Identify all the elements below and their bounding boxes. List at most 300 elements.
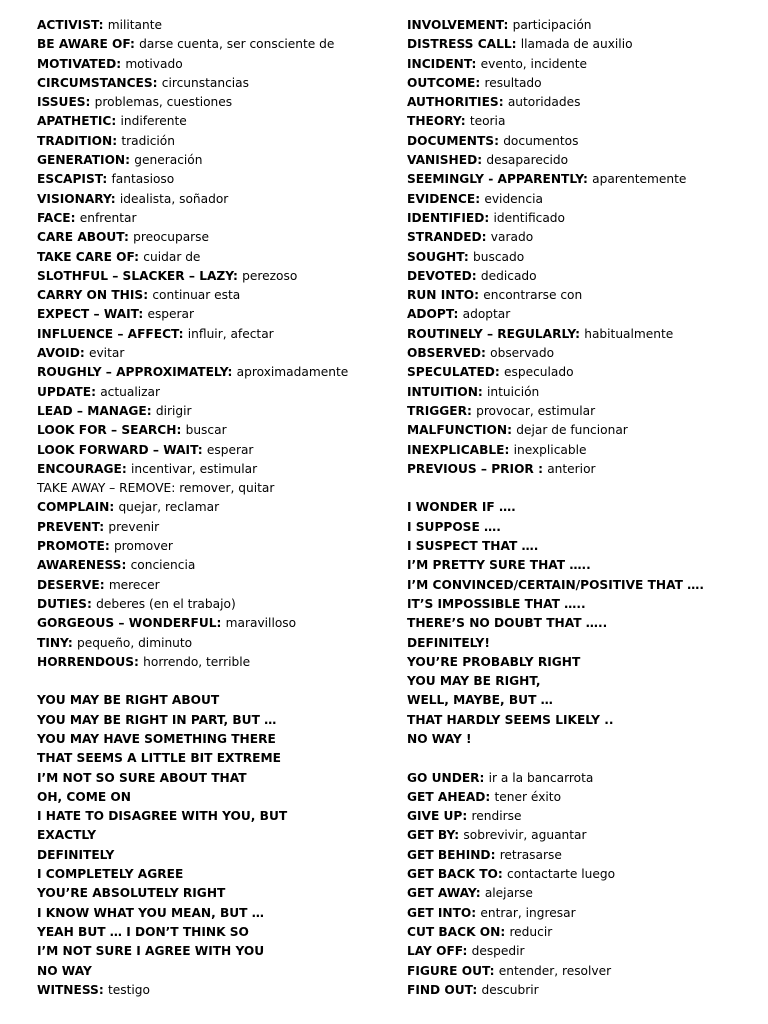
vocab-term: LOOK FOR – SEARCH (37, 423, 177, 438)
vocab-entry-that-seems-a-little-bit-extreme (37, 749, 387, 768)
vocab-entry-exactly (37, 826, 387, 845)
vocab-definition: tener éxito (494, 789, 562, 804)
vocab-entry-prevent (37, 518, 387, 537)
vocab-term: SLOTHFUL – SLACKER – LAZY (37, 268, 234, 283)
term-separator: : (481, 346, 491, 361)
vocab-definition: problemas, cuestiones (94, 95, 233, 110)
vocab-term: TAKE CARE OF (37, 249, 135, 264)
term-separator: : (538, 461, 548, 476)
vocab-term: STRANDED (407, 230, 482, 245)
vocab-term: YOU’RE PROBABLY RIGHT (407, 654, 581, 669)
term-separator: : (497, 867, 508, 882)
vocab-entry-malfunction (407, 421, 757, 440)
vocab-entry-i-hate-to-disagree-with-you-but (37, 807, 387, 826)
vocab-entry-tiny (37, 634, 387, 653)
term-separator: : (123, 230, 134, 245)
vocab-definition: adoptar (462, 307, 511, 322)
vocab-term: INEXPLICABLE (407, 442, 505, 457)
vocab-term: NO WAY (37, 963, 92, 978)
vocab-entry-i-suspect-that (407, 537, 757, 556)
vocab-term: YOU MAY HAVE SOMETHING THERE (37, 731, 276, 746)
vocab-definition: indiferente (120, 114, 187, 129)
vocab-term: INVOLVEMENT (407, 18, 504, 32)
term-separator: : (197, 442, 207, 457)
vocab-entry-vanished (407, 151, 757, 170)
vocab-term: CUT BACK ON (407, 924, 501, 939)
vocab-term: PREVIOUS – PRIOR (407, 461, 539, 476)
vocab-entry-avoid (37, 344, 387, 363)
vocab-entry-devoted (407, 267, 757, 286)
term-separator: : (134, 654, 144, 669)
vocab-entry-involvement (407, 16, 757, 35)
vocab-entry-observed (407, 344, 757, 363)
vocab-entry-run-into (407, 286, 757, 305)
vocab-entry-take-care-of (37, 248, 387, 267)
vocab-entry-it-s-impossible-that (407, 595, 757, 614)
term-separator: : (121, 558, 131, 573)
term-separator: : (494, 365, 505, 380)
vocab-definition: llamada de auxilio (520, 37, 633, 52)
term-separator: : (477, 384, 488, 399)
vocab-entry-i-m-pretty-sure-that (407, 556, 757, 575)
vocab-term: NO WAY ! (407, 731, 472, 746)
vocab-term: ENCOURAGE (37, 461, 122, 476)
vocab-definition: continuar esta (152, 288, 241, 303)
vocab-entry-horrendous (37, 653, 387, 672)
term-separator: : (498, 95, 508, 110)
term-separator: : (138, 307, 148, 322)
term-separator: : (474, 288, 484, 303)
vocab-entry-you-may-be-right (407, 672, 757, 691)
term-separator: : (477, 153, 487, 168)
term-separator: : (475, 886, 485, 901)
vocab-definition: teoria (469, 114, 506, 129)
vocab-term: OBSERVED (407, 346, 482, 361)
vocab-definition: esperar (206, 442, 254, 457)
vocab-entry-i-m-not-so-sure-about-that (37, 769, 387, 788)
vocab-definition: cuidar de (143, 249, 201, 264)
vocab-definition: motivado (125, 56, 183, 71)
vocab-entry-duties (37, 595, 387, 614)
vocab-definition: observado (490, 346, 555, 361)
term-separator: : (121, 461, 131, 476)
term-separator: : (146, 403, 156, 418)
vocab-definition: resultado (484, 75, 542, 90)
vocab-entry-get-by (407, 826, 757, 845)
vocab-entry-look-for-search (37, 421, 387, 440)
vocab-entry-lay-off (407, 942, 757, 961)
vocab-definition: promover (113, 539, 173, 554)
vocab-term: FACE (37, 210, 71, 225)
vocab-entry-activist (37, 16, 387, 35)
vocab-definition: contactarte luego (507, 867, 616, 882)
vocab-definition: circunstancias (161, 75, 249, 90)
vocab-definition: inexplicable (513, 442, 587, 457)
vocab-term: OUTCOME (407, 75, 476, 90)
term-separator: : (109, 500, 119, 515)
vocab-term: I WONDER IF …. (407, 500, 516, 515)
term-separator: : (481, 230, 491, 245)
vocab-definition: fantasioso (111, 172, 175, 187)
vocab-entry-previous-prior (407, 460, 757, 479)
vocab-term: MALFUNCTION (407, 423, 508, 438)
vocab-term: GENERATION (37, 153, 126, 168)
vocab-entry-get-back-to (407, 865, 757, 884)
vocab-definition: TAKE AWAY – REMOVE: remover, quitar (37, 481, 275, 496)
vocab-entry-go-under (407, 769, 757, 788)
vocab-entry-i-wonder-if (407, 498, 757, 517)
vocab-entry-face (37, 209, 387, 228)
vocab-term: I’M NOT SURE I AGREE WITH YOU (37, 944, 265, 959)
vocab-entry-encourage (37, 460, 387, 479)
vocab-definition: pequeño, diminuto (76, 635, 193, 650)
vocab-definition: especulado (504, 365, 574, 380)
vocab-entry-speculated (407, 363, 757, 382)
term-separator: : (116, 56, 126, 71)
vocab-entry-care-about (37, 228, 387, 247)
term-separator: : (99, 577, 109, 592)
vocab-definition: darse cuenta, ser consciente de (139, 37, 335, 52)
term-separator: : (479, 770, 489, 785)
vocab-definition: entender, resolver (498, 963, 612, 978)
vocab-entry-i-m-not-sure-i-agree-with-you (37, 942, 387, 961)
vocab-term: I’M NOT SO SURE ABOUT THAT (37, 770, 247, 785)
vocab-definition: preocuparse (133, 230, 210, 245)
term-separator: : (475, 75, 485, 90)
term-separator: : (511, 37, 521, 52)
vocab-definition: quejar, reclamar (118, 500, 220, 515)
vocab-entry-get-away (407, 884, 757, 903)
term-separator: : (507, 423, 517, 438)
term-separator: : (178, 326, 188, 341)
vocab-definition: dirigir (155, 403, 192, 418)
vocab-entry-no-way (407, 730, 757, 749)
vocab-definition: documentos (503, 133, 579, 148)
vocab-entry-get-behind (407, 846, 757, 865)
vocab-term: GORGEOUS – WONDERFUL (37, 616, 217, 631)
term-separator: : (462, 809, 472, 824)
term-separator: : (227, 365, 237, 380)
vocab-term: GET BEHIND (407, 847, 491, 862)
vocab-definition: rendirse (471, 809, 522, 824)
vocab-definition: maravilloso (225, 616, 297, 631)
vocab-term: I SUPPOSE …. (407, 519, 501, 534)
vocab-entry-find-out (407, 981, 757, 1000)
vocab-term: MOTIVATED (37, 56, 117, 71)
vocab-entry-trigger (407, 402, 757, 421)
blank-line (407, 749, 757, 768)
vocab-entry-issues (37, 93, 387, 112)
vocab-entry-definitely (407, 634, 757, 653)
vocab-entry-cut-back-on (407, 923, 757, 942)
vocab-entry-get-ahead (407, 788, 757, 807)
vocab-term: LOOK FORWARD – WAIT (37, 442, 198, 457)
vocab-entry-incident (407, 55, 757, 74)
vocab-entry-i-know-what-you-mean-but (37, 904, 387, 923)
vocab-term: DESERVE (37, 577, 100, 592)
vocab-definition: conciencia (130, 558, 196, 573)
term-separator: : (500, 924, 510, 939)
vocab-entry-stranded (407, 228, 757, 247)
vocab-entry-figure-out (407, 962, 757, 981)
term-separator: : (112, 133, 122, 148)
vocab-term: CARE ABOUT (37, 230, 124, 245)
vocab-term: WELL, MAYBE, BUT … (407, 693, 553, 708)
vocab-definition: deberes (en el trabajo) (96, 596, 236, 611)
vocab-entry-inexplicable (407, 441, 757, 460)
vocab-term: GET BACK TO (407, 867, 498, 882)
vocab-term: FIGURE OUT (407, 963, 490, 978)
vocab-entry-take-away-remove-remover-quitar (37, 479, 387, 498)
term-separator: : (504, 442, 514, 457)
vocab-term: DUTIES (37, 596, 87, 611)
vocab-entry-generation (37, 151, 387, 170)
vocab-term: DISTRESS CALL (407, 37, 512, 52)
vocab-definition: evitar (88, 346, 125, 361)
vocab-term: TINY (37, 635, 68, 650)
term-separator: : (176, 423, 186, 438)
vocab-definition: alejarse (484, 886, 533, 901)
vocab-entry-i-completely-agree (37, 865, 387, 884)
vocab-definition: dejar de funcionar (516, 423, 628, 438)
term-separator: : (485, 789, 495, 804)
vocab-entry-influence-affect (37, 325, 387, 344)
vocab-entry-be-aware-of (37, 35, 387, 54)
vocab-entry-i-m-convinced-certain-positive-that (407, 576, 757, 595)
vocab-term: IDENTIFIED (407, 210, 485, 225)
term-separator: : (216, 616, 226, 631)
vocab-definition: incentivar, estimular (131, 461, 258, 476)
vocab-term: APATHETIC (37, 114, 112, 129)
vocab-definition: esperar (147, 307, 195, 322)
vocab-term: RUN INTO (407, 288, 475, 303)
vocab-entry-sought (407, 248, 757, 267)
vocab-term: ESCAPIST (37, 172, 103, 187)
vocab-definition: identificado (493, 210, 566, 225)
vocab-definition: entrar, ingresar (480, 905, 576, 920)
vocab-definition: aparentemente (592, 172, 687, 187)
vocab-definition: dedicado (480, 268, 537, 283)
term-separator: : (503, 18, 513, 32)
vocab-term: GET INTO (407, 905, 472, 920)
vocab-entry-theory (407, 112, 757, 131)
vocab-term: GET AWAY (407, 886, 476, 901)
vocab-term: GET AHEAD (407, 789, 486, 804)
vocab-definition: desaparecido (486, 153, 569, 168)
vocab-term: INTUITION (407, 384, 478, 399)
vocab-entry-routinely-regularly (407, 325, 757, 344)
vocab-entry-oh-come-on (37, 788, 387, 807)
vocab-term: VANISHED (407, 153, 478, 168)
vocab-entry-distress-call (407, 35, 757, 54)
vocab-term: AWARENESS (37, 558, 122, 573)
vocab-entry-tradition (37, 132, 387, 151)
vocab-definition: testigo (107, 982, 150, 997)
vocab-term: EVIDENCE (407, 191, 476, 206)
left-column (37, 16, 387, 1000)
vocab-term: CARRY ON THIS (37, 288, 144, 303)
term-separator: : (462, 944, 472, 959)
vocab-term: DEVOTED (407, 268, 472, 283)
vocab-entry-apathetic (37, 112, 387, 131)
vocab-entry-promote (37, 537, 387, 556)
term-separator: : (98, 18, 108, 32)
vocab-term: INFLUENCE – AFFECT (37, 326, 179, 341)
vocab-definition: merecer (108, 577, 160, 592)
vocab-definition: participación (512, 18, 592, 32)
vocab-entry-there-s-no-doubt-that (407, 614, 757, 633)
vocab-term: WITNESS (37, 982, 99, 997)
vocab-definition: despedir (471, 944, 525, 959)
term-separator: : (134, 249, 144, 264)
vocab-entry-you-may-be-right-in-part-but (37, 711, 387, 730)
term-separator: : (91, 384, 101, 399)
vocab-term: ACTIVIST (37, 18, 99, 32)
term-separator: : (575, 326, 585, 341)
vocab-definition: buscado (473, 249, 525, 264)
vocab-term: THERE’S NO DOUBT THAT ….. (407, 616, 608, 631)
vocab-definition: descubrir (481, 982, 539, 997)
vocab-term: I COMPLETELY AGREE (37, 867, 184, 882)
term-separator: : (233, 268, 243, 283)
vocab-definition: buscar (185, 423, 227, 438)
vocab-definition: autoridades (507, 95, 581, 110)
vocab-entry-no-way (37, 962, 387, 981)
term-separator: : (471, 268, 481, 283)
vocab-term: I KNOW WHAT YOU MEAN, BUT … (37, 905, 264, 920)
vocab-definition: retrasarse (499, 847, 562, 862)
vocab-term: IT’S IMPOSSIBLE THAT ….. (407, 596, 586, 611)
vocab-entry-you-re-absolutely-right (37, 884, 387, 903)
term-separator: : (98, 982, 108, 997)
vocab-entry-well-maybe-but (407, 691, 757, 710)
term-separator: : (85, 95, 95, 110)
vocab-term: SEEMINGLY - APPARENTLY (407, 172, 583, 187)
vocab-term: SPECULATED (407, 365, 495, 380)
right-column (407, 16, 757, 1000)
vocab-term: I’M PRETTY SURE THAT ….. (407, 558, 591, 573)
vocab-definition: horrendo, terrible (143, 654, 251, 669)
vocab-term: COMPLAIN (37, 500, 110, 515)
vocab-definition: tradición (121, 133, 175, 148)
vocab-entry-you-re-probably-right (407, 653, 757, 672)
vocab-term: GO UNDER (407, 770, 480, 785)
vocab-term: TRIGGER (407, 403, 467, 418)
vocab-definition: ir a la bancarrota (488, 770, 594, 785)
vocab-entry-expect-wait (37, 305, 387, 324)
term-separator: : (99, 519, 109, 534)
term-separator: : (130, 37, 140, 52)
term-separator: : (143, 288, 153, 303)
vocab-term: DEFINITELY! (407, 635, 490, 650)
term-separator: : (111, 114, 121, 129)
vocab-entry-lead-manage (37, 402, 387, 421)
term-separator: : (475, 191, 485, 206)
vocab-term: BE AWARE OF (37, 37, 131, 52)
term-separator: : (471, 905, 481, 920)
term-separator: : (472, 982, 482, 997)
vocab-definition: influir, afectar (187, 326, 274, 341)
vocab-term: GET BY (407, 828, 455, 843)
vocab-entry-escapist (37, 170, 387, 189)
vocab-entry-slothful-slacker-lazy (37, 267, 387, 286)
vocab-entry-outcome (407, 74, 757, 93)
vocab-term: YOU MAY BE RIGHT, (407, 674, 541, 689)
vocab-entry-motivated (37, 55, 387, 74)
term-separator: : (86, 596, 97, 611)
vocab-term: AVOID (37, 346, 80, 361)
vocab-term: PREVENT (37, 519, 100, 534)
vocab-entry-visionary (37, 190, 387, 209)
vocab-entry-identified (407, 209, 757, 228)
vocab-term: EXACTLY (37, 828, 97, 843)
vocab-entry-that-hardly-seems-likely (407, 711, 757, 730)
vocab-definition: actualizar (100, 384, 160, 399)
vocab-entry-look-forward-wait (37, 441, 387, 460)
vocab-entry-you-may-have-something-there (37, 730, 387, 749)
vocab-term: THAT HARDLY SEEMS LIKELY .. (407, 712, 614, 727)
vocab-term: PROMOTE (37, 539, 105, 554)
vocab-term: THAT SEEMS A LITTLE BIT EXTREME (37, 751, 281, 766)
vocab-entry-give-up (407, 807, 757, 826)
vocab-term: LEAD – MANAGE (37, 403, 147, 418)
term-separator: : (489, 963, 499, 978)
vocab-definition: aproximadamente (236, 365, 349, 380)
vocab-term: ADOPT (407, 307, 454, 322)
vocab-definition: reducir (509, 924, 553, 939)
term-separator: : (104, 539, 114, 554)
vocab-entry-deserve (37, 576, 387, 595)
vocab-entry-get-into (407, 904, 757, 923)
vocab-term: HORRENDOUS (37, 654, 135, 669)
vocab-term: LAY OFF (407, 944, 463, 959)
vocab-entry-complain (37, 498, 387, 517)
term-separator: : (79, 346, 89, 361)
vocab-definition: encontrarse con (483, 288, 583, 303)
vocab-term: UPDATE (37, 384, 92, 399)
blank-line (37, 672, 387, 691)
vocab-entry-definitely (37, 846, 387, 865)
vocab-term: SOUGHT (407, 249, 464, 264)
vocab-term: DEFINITELY (37, 847, 115, 862)
term-separator: : (484, 210, 494, 225)
term-separator: : (460, 114, 470, 129)
term-separator: : (67, 635, 77, 650)
vocab-term: YOU MAY BE RIGHT IN PART, BUT … (37, 712, 277, 727)
vocab-entry-carry-on-this (37, 286, 387, 305)
vocab-entry-documents (407, 132, 757, 151)
vocab-definition: sobrevivir, aguantar (463, 828, 587, 843)
vocab-entry-yeah-but-i-don-t-think-so (37, 923, 387, 942)
term-separator: : (453, 307, 463, 322)
term-separator: : (466, 403, 477, 418)
vocab-entry-witness (37, 981, 387, 1000)
vocab-term: AUTHORITIES (407, 95, 499, 110)
vocab-term: I’M CONVINCED/CERTAIN/POSITIVE THAT …. (407, 577, 704, 592)
term-separator: : (454, 828, 464, 843)
vocab-definition: anterior (547, 461, 596, 476)
vocab-term: FIND OUT (407, 982, 473, 997)
vocab-entry-adopt (407, 305, 757, 324)
term-separator: : (583, 172, 593, 187)
vocab-definition: prevenir (108, 519, 160, 534)
vocab-entry-seemingly-apparently (407, 170, 757, 189)
vocab-definition: idealista, soñador (119, 191, 229, 206)
term-separator: : (110, 191, 120, 206)
vocab-entry-update (37, 383, 387, 402)
term-separator: : (490, 847, 500, 862)
vocab-term: OH, COME ON (37, 789, 131, 804)
